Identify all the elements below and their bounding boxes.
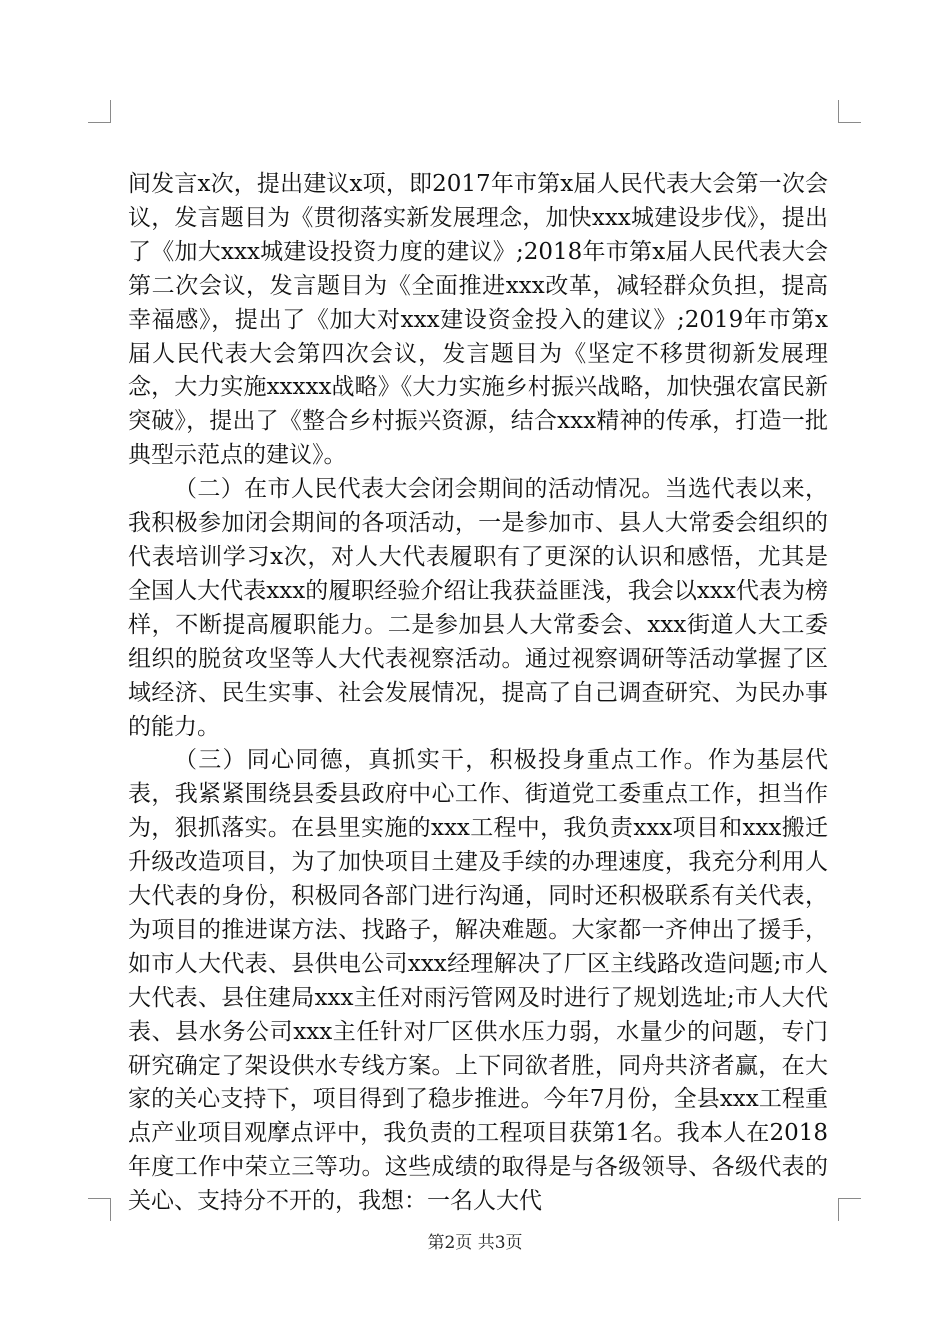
paragraph-3: （三）同心同德，真抓实干，积极投身重点工作。作为基层代表，我紧紧围绕县委县政府中心工作、街道党工委重点工作，担当作为，狠抓落实。在县里实施的xxx工程中，我负责xxx项目和xxx搬迁升级改造项目，为了加快项目土建及手续的办理速度，我充分利用人大代表的身份，积极同各部门进行沟通，同时还积极联系有关代表，为项目的推进谋方法、找路子，解决难题。大家都一齐伸出了援手，如市人大代表、县供电公司xxx经理解决了厂区主线路改造问题;市人大代表、县住建局xxx主任对雨污管网及时进行了规划选址;市人大代表、县水务公司xxx主任针对厂区供水压力弱，水量少的问题，专门研究确定了架设供水专线方案。上下同欲者胜，同舟共济者赢，在大家的关心支持下，项目得到了稳步推进。今年7月份，全县xxx工程重点产业项目观摩点评中，我负责的工程项目获第1名。我本人在2018年度工作中荣立三等功。这些成绩的取得是与各级领导、各级代表的关心、支持分不开的，我想：一名人大代	[128, 747, 828, 1215]
crop-mark-top-left	[88, 100, 111, 123]
crop-mark-bottom-left	[88, 1198, 111, 1221]
page-number-footer: 第2页 共3页	[427, 1233, 523, 1253]
paragraph-1: 间发言x次，提出建议x项，即2017年市第x届人民代表大会第一次会议，发言题目为《贯彻落实新发展理念，加快xxx城建设步伐》，提出了《加大xxx城建设投资力度的建议》;2018年市第x届人民代表大会第二次会议，发言题目为《全面推进xxx改革，减轻群众负担，提高幸福感》，提出了《加大对xxx建设资金投入的建议》;2019年市第x届人民代表大会第四次会议，发言题目为《坚定不移贯彻新发展理念，大力实施xxxxx战略》《大力实施乡村振兴战略，加快强农富民新突破》，提出了《整合乡村振兴资源，结合xxx精神的传承，打造一批典型示范点的建议》。	[128, 171, 828, 469]
crop-mark-bottom-right	[838, 1198, 861, 1221]
crop-mark-top-right	[838, 100, 861, 123]
paragraph-2: （二）在市人民代表大会闭会期间的活动情况。当选代表以来，我积极参加闭会期间的各项活动，一是参加市、县人大常委会组织的代表培训学习x次，对人大代表履职有了更深的认识和感悟，尤其是全国人大代表xxx的履职经验介绍让我获益匪浅，我会以xxx代表为榜样，不断提高履职能力。二是参加县人大常委会、xxx街道人大工委组织的脱贫攻坚等人大代表视察活动。通过视察调研等活动掌握了区域经济、民生实事、社会发展情况，提高了自己调查研究、为民办事的能力。	[128, 476, 828, 740]
document-body	[128, 168, 828, 1219]
